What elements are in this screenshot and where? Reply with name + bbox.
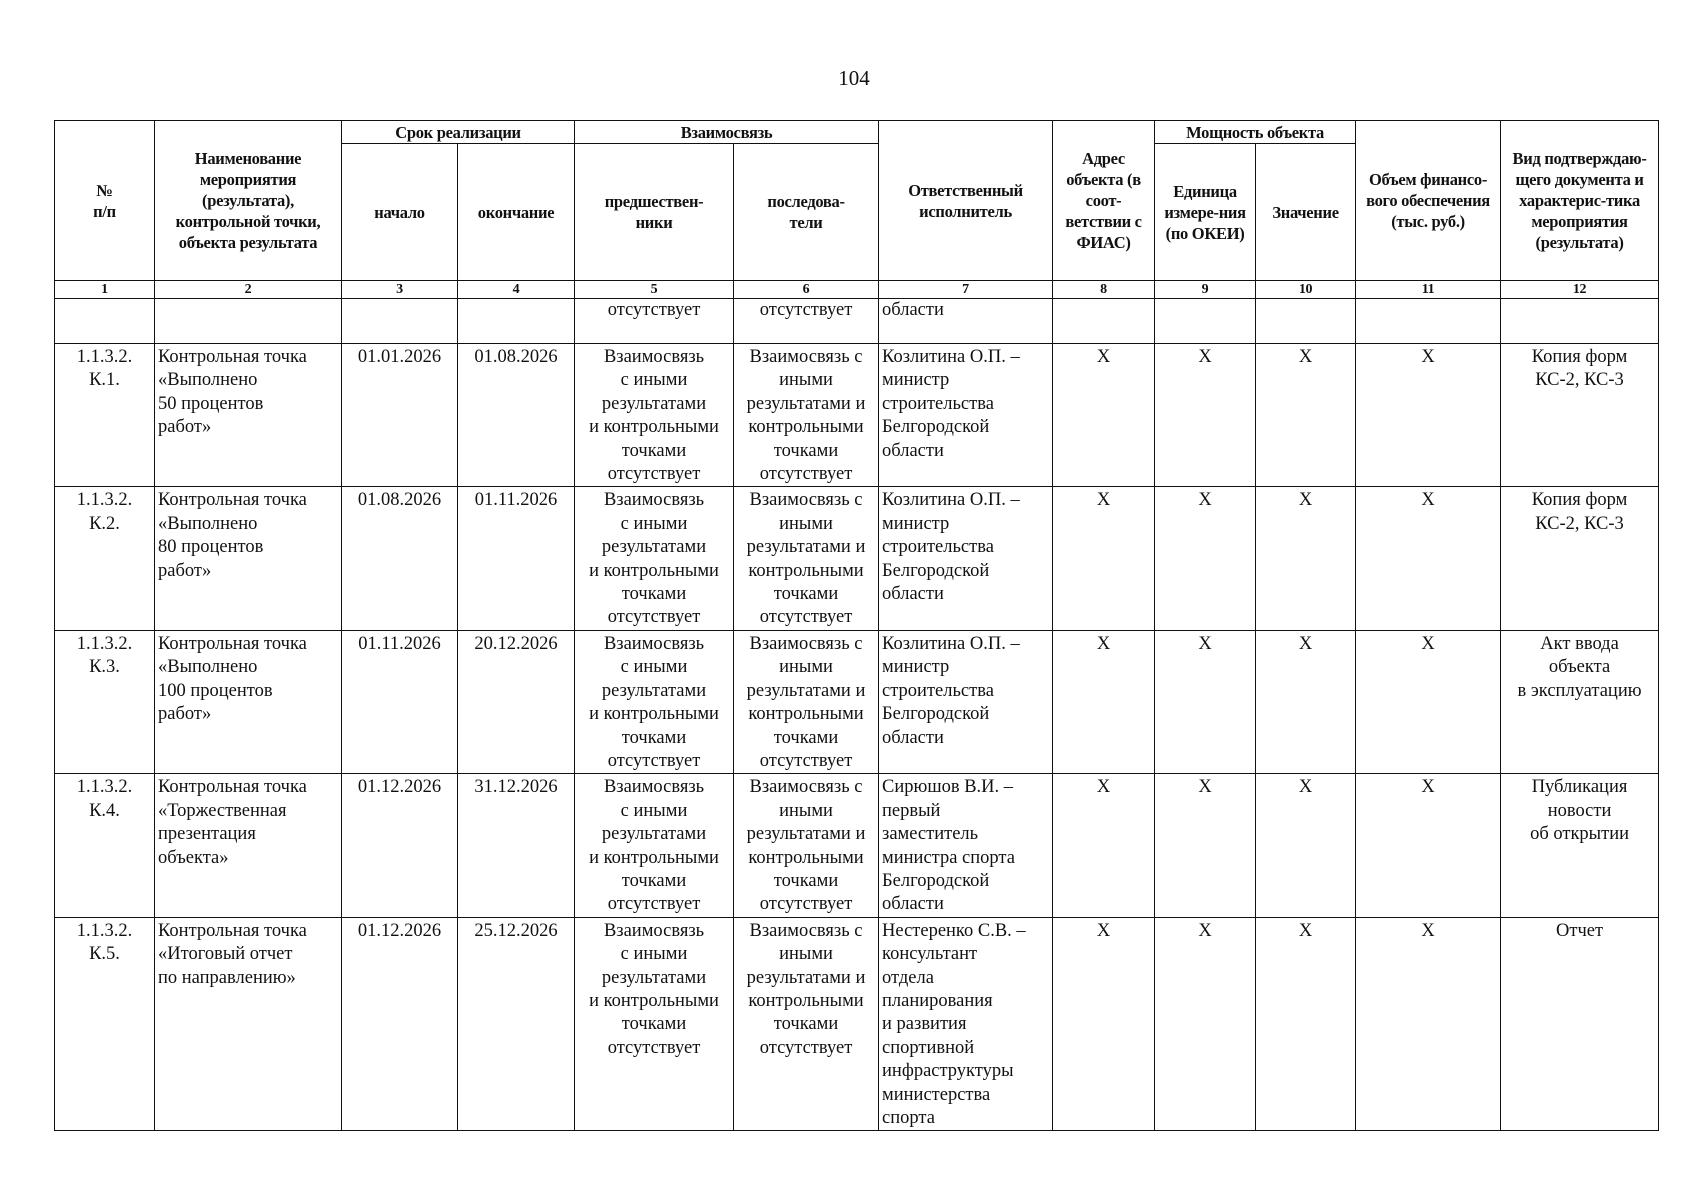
- table-row: [55, 344, 1659, 487]
- table-cell: [1356, 299, 1501, 344]
- cell-name: Контрольная точка «Выполнено 80 процентов работ»: [155, 487, 342, 630]
- cell-predecessors: Взаимосвязь с иными результатами и контрольными точками отсутствует: [575, 344, 734, 487]
- page-number: 104: [838, 66, 870, 90]
- table-cell: [1053, 299, 1155, 344]
- cell-value: Х: [1256, 774, 1356, 917]
- cell-document: Копия форм КС-2, КС-3: [1501, 344, 1659, 487]
- checkpoint-table: [54, 120, 1659, 1131]
- header-end: окончание: [458, 144, 575, 281]
- cell-end: 31.12.2026: [458, 774, 575, 917]
- header-successors: последова- тели: [734, 144, 879, 281]
- cell-responsible: Козлитина О.П. – министр строительства Белгородской области: [879, 487, 1053, 630]
- column-number: 3: [342, 281, 458, 299]
- cell-successors: Взаимосвязь с иными результатами и контрольными точками отсутствует: [734, 487, 879, 630]
- table-cell: [1256, 299, 1356, 344]
- cell-document: Копия форм КС-2, КС-3: [1501, 487, 1659, 630]
- cell-number: 1.1.3.2. К.5.: [55, 917, 155, 1131]
- column-number: 2: [155, 281, 342, 299]
- cell-finance: Х: [1356, 344, 1501, 487]
- cell-value: Х: [1256, 630, 1356, 773]
- cell-finance: Х: [1356, 630, 1501, 773]
- header-address: Адрес объекта (в соот-ветствии с ФИАС): [1053, 121, 1155, 281]
- cell-unit: Х: [1155, 487, 1256, 630]
- cell-number: 1.1.3.2. К.4.: [55, 774, 155, 917]
- cell-finance: Х: [1356, 774, 1501, 917]
- header-name: Наименование мероприятия (результата), контрольной точки, объекта результата: [155, 121, 342, 281]
- column-number: 4: [458, 281, 575, 299]
- table-cell: [55, 299, 155, 344]
- table-row: [55, 487, 1659, 630]
- cell-responsible: Козлитина О.П. – министр строительства Белгородской области: [879, 344, 1053, 487]
- table-cell: [342, 299, 458, 344]
- cell-unit: Х: [1155, 917, 1256, 1131]
- column-number: 1: [55, 281, 155, 299]
- cell-finance: Х: [1356, 917, 1501, 1131]
- cell-document: Публикация новости об открытии: [1501, 774, 1659, 917]
- header-start: начало: [342, 144, 458, 281]
- cell-successors: отсутствует: [734, 299, 879, 344]
- table-cell: [1155, 299, 1256, 344]
- header-group-capacity: Мощность объекта: [1155, 121, 1356, 144]
- cell-start: 01.11.2026: [342, 630, 458, 773]
- cell-value: Х: [1256, 917, 1356, 1131]
- cell-successors: Взаимосвязь с иными результатами и контрольными точками отсутствует: [734, 917, 879, 1131]
- table-row: [55, 774, 1659, 917]
- cell-name: Контрольная точка «Выполнено 100 процентов работ»: [155, 630, 342, 773]
- table-row: [55, 917, 1659, 1131]
- table-row: [55, 630, 1659, 773]
- cell-responsible: Нестеренко С.В. – консультант отдела планирования и развития спортивной инфраструктуры министерства спорта: [879, 917, 1053, 1131]
- cell-document: Отчет: [1501, 917, 1659, 1131]
- cell-responsible: Козлитина О.П. – министр строительства Белгородской области: [879, 630, 1053, 773]
- header-group-term: Срок реализации: [342, 121, 575, 144]
- cell-responsible: Сирюшов В.И. – первый заместитель министра спорта Белгородской области: [879, 774, 1053, 917]
- cell-address: Х: [1053, 774, 1155, 917]
- cell-successors: Взаимосвязь с иными результатами и контрольными точками отсутствует: [734, 344, 879, 487]
- cell-start: 01.01.2026: [342, 344, 458, 487]
- cell-document: Акт ввода объекта в эксплуатацию: [1501, 630, 1659, 773]
- table-cell: [458, 299, 575, 344]
- cell-start: 01.12.2026: [342, 774, 458, 917]
- cell-start: 01.12.2026: [342, 917, 458, 1131]
- cell-successors: Взаимосвязь с иными результатами и контрольными точками отсутствует: [734, 774, 879, 917]
- cell-number: 1.1.3.2. К.1.: [55, 344, 155, 487]
- header-finance: Объем финансо-вого обеспечения (тыс. руб.): [1356, 121, 1501, 281]
- cell-start: 01.08.2026: [342, 487, 458, 630]
- column-number: 10: [1256, 281, 1356, 299]
- cell-unit: Х: [1155, 774, 1256, 917]
- column-number: 6: [734, 281, 879, 299]
- header-predecessors: предшествен- ники: [575, 144, 734, 281]
- cell-name: Контрольная точка «Итоговый отчет по направлению»: [155, 917, 342, 1131]
- table-cell: [1501, 299, 1659, 344]
- header-document: Вид подтверждаю-щего документа и характерис-тика мероприятия (результата): [1501, 121, 1659, 281]
- column-number: 11: [1356, 281, 1501, 299]
- column-number: 8: [1053, 281, 1155, 299]
- cell-end: 25.12.2026: [458, 917, 575, 1131]
- cell-predecessors: Взаимосвязь с иными результатами и контрольными точками отсутствует: [575, 487, 734, 630]
- cell-address: Х: [1053, 917, 1155, 1131]
- cell-responsible: области: [879, 299, 1053, 344]
- table-cell: [155, 299, 342, 344]
- cell-predecessors: Взаимосвязь с иными результатами и контрольными точками отсутствует: [575, 917, 734, 1131]
- column-number: 9: [1155, 281, 1256, 299]
- header-number: № п/п: [55, 121, 155, 281]
- continuation-row: [55, 299, 1659, 344]
- header-responsible: Ответственный исполнитель: [879, 121, 1053, 281]
- cell-unit: Х: [1155, 344, 1256, 487]
- cell-name: Контрольная точка «Выполнено 50 процентов работ»: [155, 344, 342, 487]
- cell-value: Х: [1256, 344, 1356, 487]
- cell-unit: Х: [1155, 630, 1256, 773]
- cell-number: 1.1.3.2. К.3.: [55, 630, 155, 773]
- cell-end: 01.11.2026: [458, 487, 575, 630]
- cell-address: Х: [1053, 344, 1155, 487]
- cell-predecessors: Взаимосвязь с иными результатами и контрольными точками отсутствует: [575, 774, 734, 917]
- header-value: Значение: [1256, 144, 1356, 281]
- cell-predecessors: Взаимосвязь с иными результатами и контрольными точками отсутствует: [575, 630, 734, 773]
- cell-end: 20.12.2026: [458, 630, 575, 773]
- column-number: 5: [575, 281, 734, 299]
- cell-address: Х: [1053, 630, 1155, 773]
- cell-end: 01.08.2026: [458, 344, 575, 487]
- cell-finance: Х: [1356, 487, 1501, 630]
- cell-predecessors: отсутствует: [575, 299, 734, 344]
- column-number: 12: [1501, 281, 1659, 299]
- cell-name: Контрольная точка «Торжественная презентация объекта»: [155, 774, 342, 917]
- cell-value: Х: [1256, 487, 1356, 630]
- cell-number: 1.1.3.2. К.2.: [55, 487, 155, 630]
- column-numbers-row: [55, 281, 1659, 299]
- column-number: 7: [879, 281, 1053, 299]
- header-unit: Единица измере-ния (по ОКЕИ): [1155, 144, 1256, 281]
- cell-address: Х: [1053, 487, 1155, 630]
- header-group-relation: Взаимосвязь: [575, 121, 879, 144]
- cell-successors: Взаимосвязь с иными результатами и контрольными точками отсутствует: [734, 630, 879, 773]
